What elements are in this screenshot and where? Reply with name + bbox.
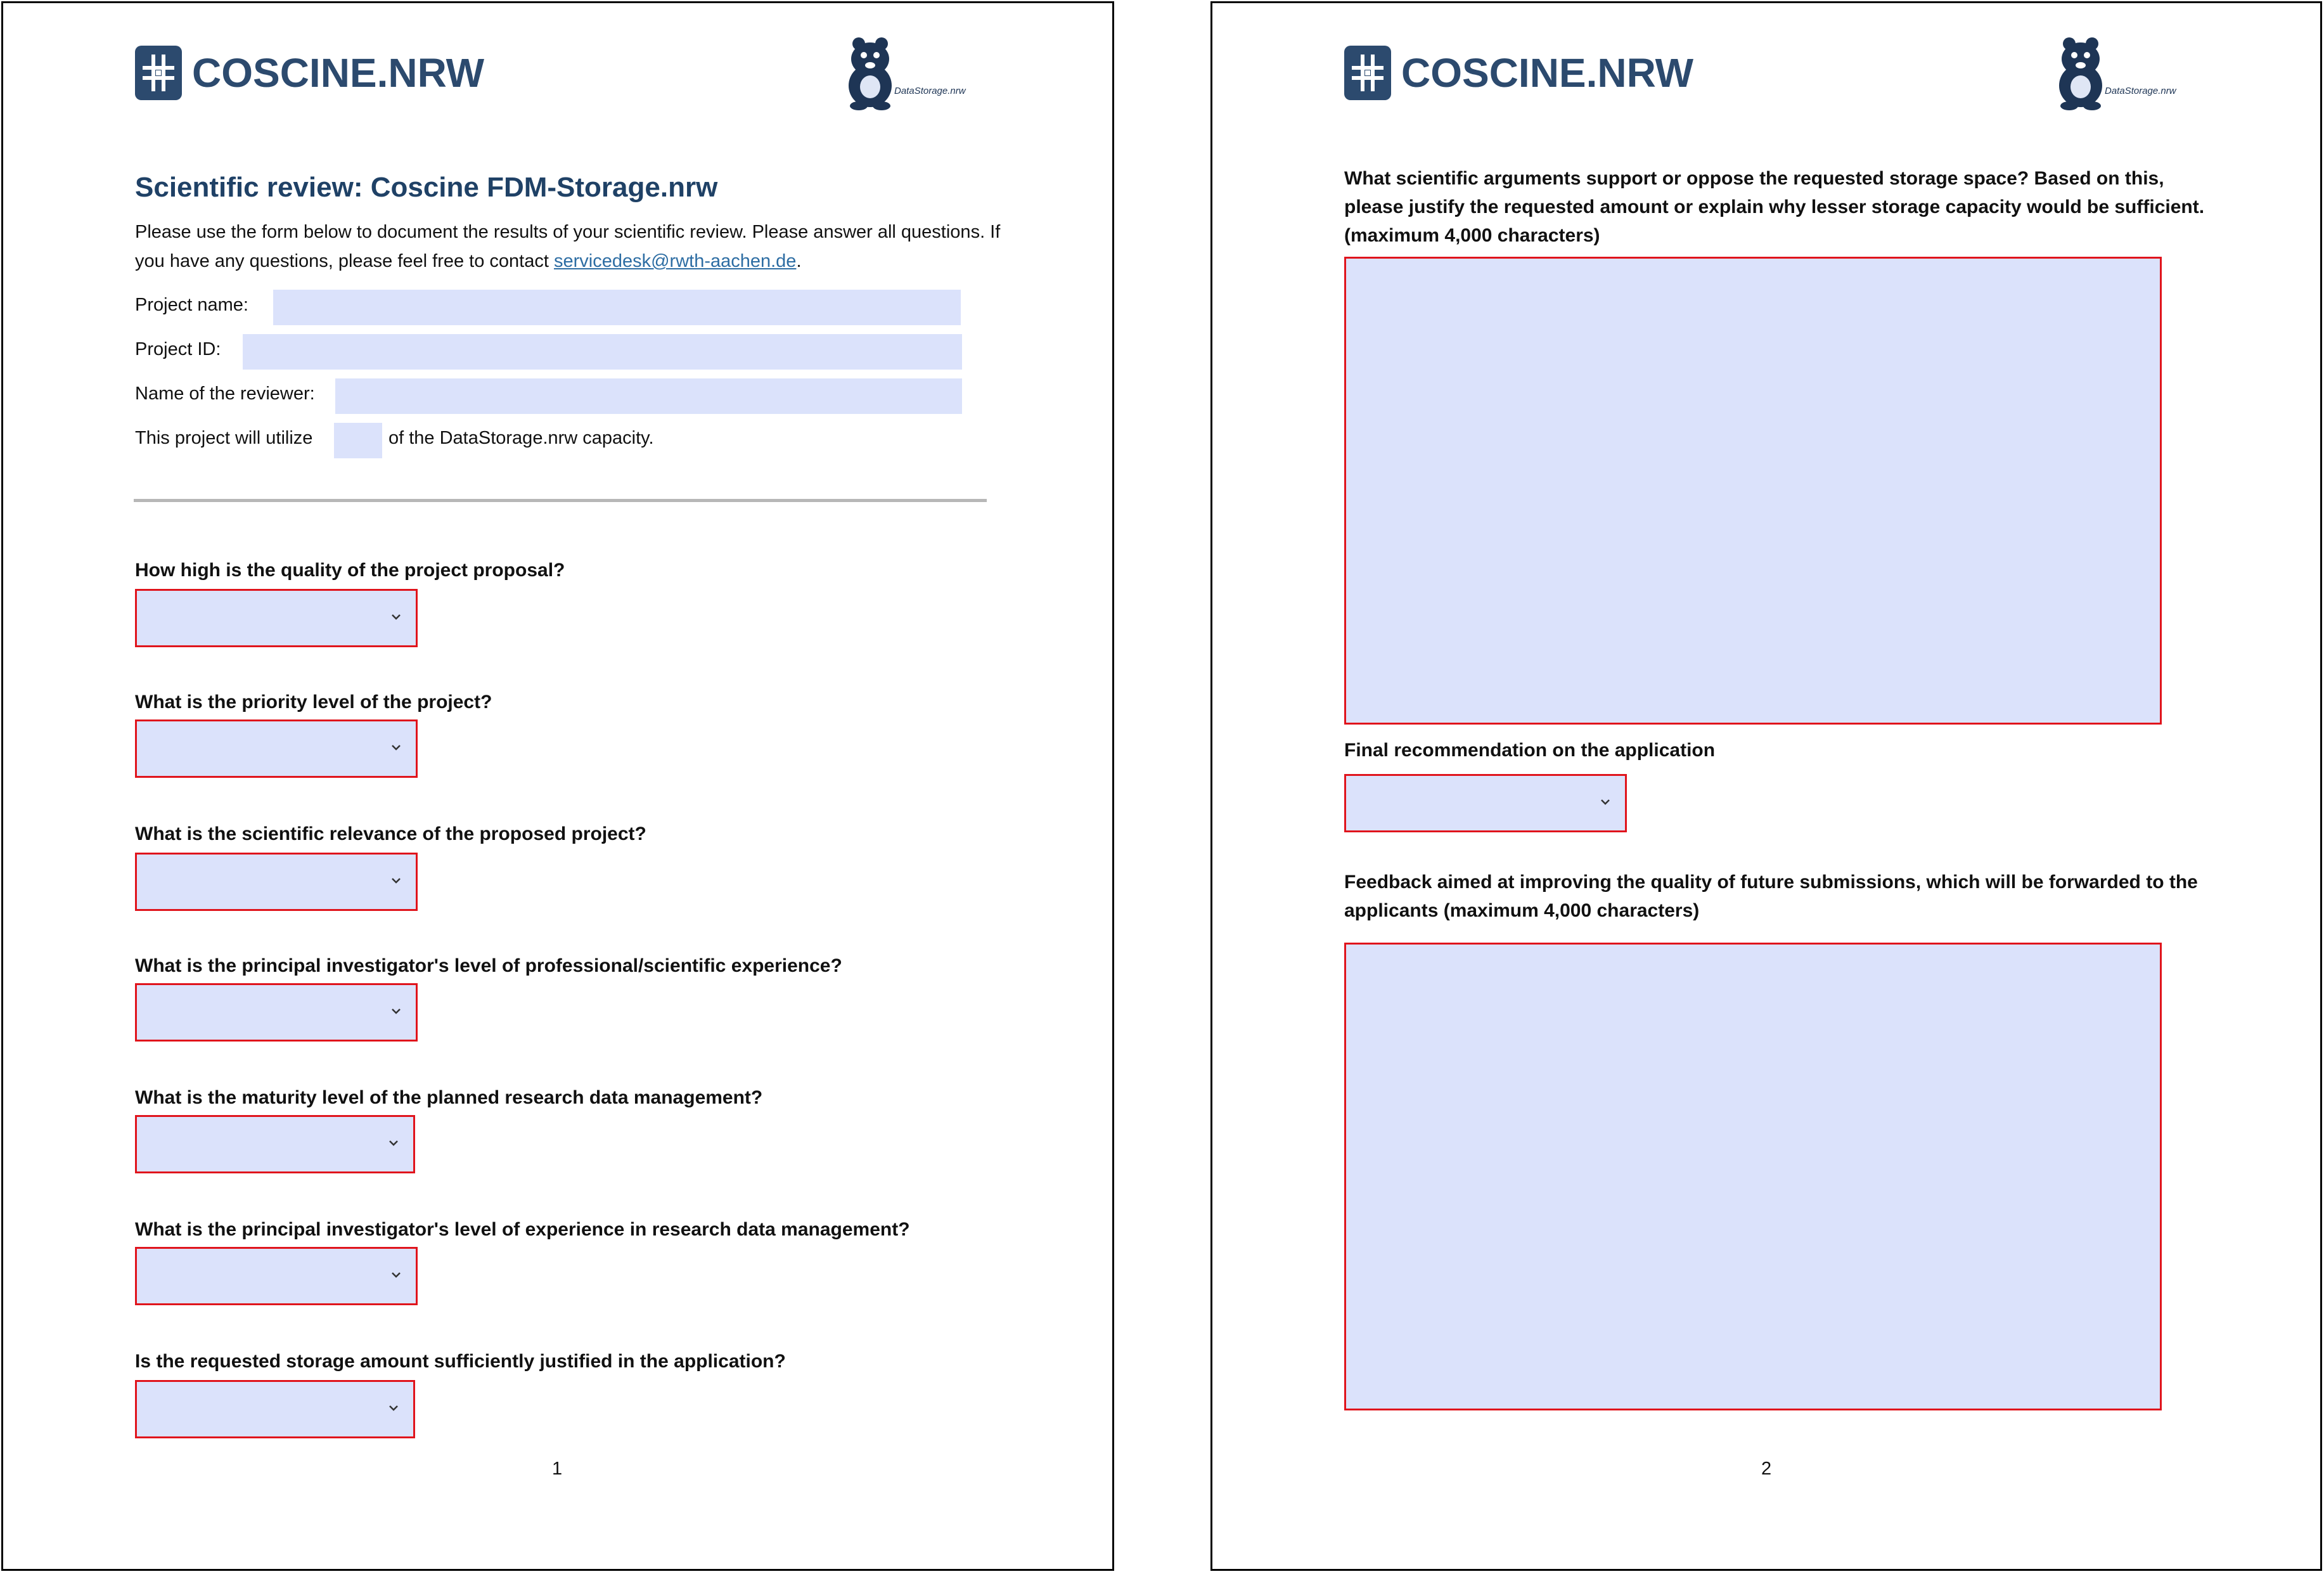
- question-6-dropdown[interactable]: [135, 1247, 418, 1305]
- contact-email-link[interactable]: servicedesk@rwth-aachen.de: [553, 251, 797, 271]
- brand-name: COSCINE.NRW: [1401, 50, 1694, 96]
- form-title: Scientific review: Coscine FDM-Storage.nrw: [135, 172, 718, 203]
- intro-paragraph: [135, 217, 1022, 276]
- utilize-suffix: of the DataStorage.nrw capacity.: [388, 428, 654, 448]
- page-number: 1: [552, 1459, 563, 1479]
- question-7-label: Is the requested storage amount sufficiently justified in the application?: [135, 1351, 786, 1372]
- utilize-prefix: This project will utilize: [135, 428, 313, 448]
- feedback-textarea[interactable]: [1344, 943, 2162, 1410]
- chevron-down-icon: [388, 609, 404, 625]
- datastorage-label: DataStorage.nrw: [894, 86, 966, 96]
- project-name-label: Project name:: [135, 295, 248, 315]
- hash-logo-icon: [1344, 46, 1391, 100]
- document-page-2: [1210, 1, 2322, 1571]
- datastorage-logo: [845, 35, 991, 111]
- project-name-field[interactable]: [273, 290, 961, 325]
- datastorage-logo: [2055, 35, 2201, 111]
- coscine-logo: [1344, 41, 1693, 105]
- project-id-field[interactable]: [243, 334, 962, 370]
- question-3-dropdown[interactable]: [135, 853, 418, 911]
- chevron-down-icon: [385, 1135, 402, 1151]
- intro-text: Please use the form below to document the results of your scientific review. Please answer all questions. If you have any questions, please feel free to contact: [135, 222, 1001, 271]
- section-divider: [134, 499, 987, 502]
- feedback-question: Feedback aimed at improving the quality of future submissions, which will be forwarded to the applicants (maximum 4,000 characters): [1344, 872, 2198, 921]
- utilize-capacity-field[interactable]: [334, 423, 382, 458]
- question-1-label: How high is the quality of the project proposal?: [135, 560, 565, 581]
- chevron-down-icon: [1597, 794, 1614, 810]
- mascot-logo-icon: [845, 35, 896, 111]
- chevron-down-icon: [388, 1267, 404, 1283]
- final-recommendation-label: Final recommendation on the application: [1344, 740, 1716, 761]
- datastorage-label: DataStorage.nrw: [2105, 86, 2176, 96]
- question-4-dropdown[interactable]: [135, 983, 418, 1042]
- intro-end: .: [796, 251, 802, 271]
- question-2-dropdown[interactable]: [135, 719, 418, 778]
- question-5-label: What is the maturity level of the planned research data management?: [135, 1087, 763, 1108]
- question-1-dropdown[interactable]: [135, 589, 418, 647]
- question-6-label: What is the principal investigator's level of experience in research data management?: [135, 1219, 910, 1240]
- chevron-down-icon: [388, 1003, 404, 1019]
- document-page-1: [1, 1, 1114, 1571]
- final-recommendation-dropdown[interactable]: [1344, 774, 1627, 832]
- project-id-label: Project ID:: [135, 339, 221, 359]
- question-2-label: What is the priority level of the project?: [135, 692, 492, 713]
- page-number: 2: [1761, 1459, 1772, 1479]
- storage-justification-textarea[interactable]: [1344, 257, 2162, 725]
- chevron-down-icon: [388, 872, 404, 889]
- question-7-dropdown[interactable]: [135, 1380, 415, 1438]
- hash-logo-icon: [135, 46, 182, 100]
- question-5-dropdown[interactable]: [135, 1115, 415, 1173]
- chevron-down-icon: [388, 739, 404, 756]
- brand-name: COSCINE.NRW: [192, 50, 485, 96]
- chevron-down-icon: [385, 1400, 402, 1416]
- reviewer-name-label: Name of the reviewer:: [135, 384, 315, 404]
- question-4-label: What is the principal investigator's level of professional/scientific experience?: [135, 955, 842, 976]
- storage-justification-question: What scientific arguments support or oppose the requested storage space? Based on this, please justify the requested amount or explain why lesser storage capacity would be sufficient. (maximum 4,000 characters): [1344, 168, 2205, 246]
- reviewer-name-field[interactable]: [335, 378, 962, 414]
- mascot-logo-icon: [2055, 35, 2106, 111]
- coscine-logo: [135, 41, 484, 105]
- question-3-label: What is the scientific relevance of the proposed project?: [135, 823, 646, 844]
